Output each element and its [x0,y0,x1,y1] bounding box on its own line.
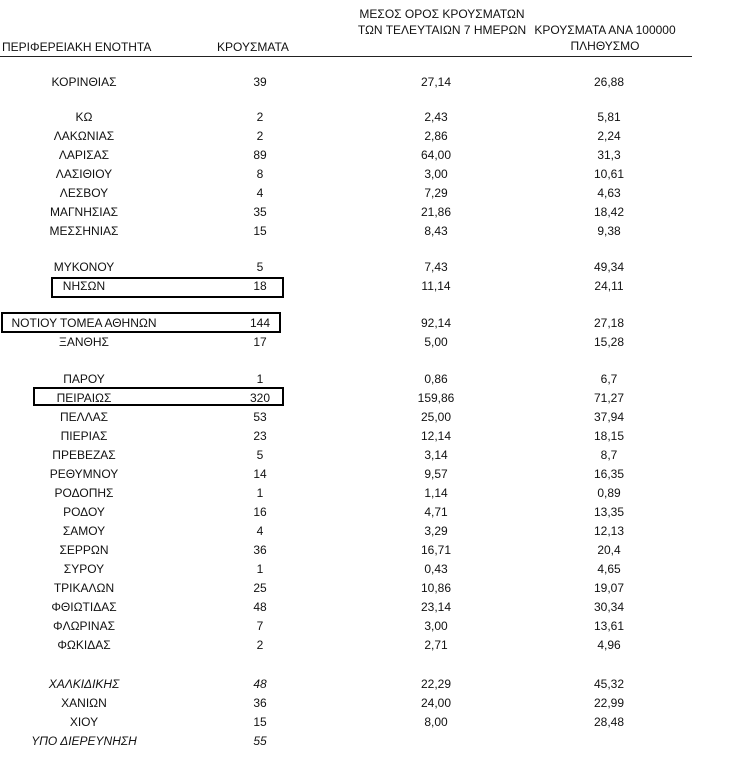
table-row [0,560,734,579]
per100k-cell: 15,28 [593,335,625,349]
region-cell: ΧΙΟΥ [69,715,99,729]
region-cell: ΣΕΡΡΩΝ [59,543,109,557]
region-cell: ΣΑΜΟΥ [62,524,106,538]
cases-cell: 5 [256,260,264,274]
per100k-cell: 5,81 [597,110,621,124]
region-cell: ΠΕΛΛΑΣ [59,410,109,424]
table-row [0,694,734,713]
avg-cell: 7,29 [424,186,448,200]
per100k-cell: 12,13 [593,524,625,538]
region-cell: ΠΡΕΒΕΖΑΣ [52,448,116,462]
region-cell: ΚΩ [75,110,93,124]
cases-cell: 53 [253,410,267,424]
avg-cell: 21,86 [420,205,452,219]
cases-cell: 36 [253,696,267,710]
cases-cell: 18 [253,279,267,293]
table-row [0,203,734,222]
avg-cell: 2,71 [424,638,448,652]
avg-cell: 9,57 [424,467,448,481]
per100k-cell: 18,15 [593,429,625,443]
cases-cell: 2 [256,129,264,143]
per100k-cell: 27,18 [593,316,625,330]
region-cell: ΜΥΚΟΝΟΥ [53,260,115,274]
cases-cell: 15 [253,715,267,729]
per100k-cell: 45,32 [593,677,625,691]
per100k-cell: 31,3 [597,148,621,162]
per100k-cell: 0,89 [597,486,621,500]
region-cell: ΠΕΙΡΑΙΩΣ [56,391,112,405]
table-row [0,636,734,655]
table-row [0,73,734,92]
table-row [0,522,734,541]
table-row [0,333,734,352]
cases-cell: 144 [249,316,271,330]
highlight-box-notiou-tomea-athinon [1,312,281,333]
region-cell: ΡΟΔΟΠΗΣ [54,486,114,500]
region-cell: ΧΑΛΚΙΔΙΚΗΣ [48,677,120,691]
region-cell: ΛΑΡΙΣΑΣ [58,148,110,162]
table-row [0,427,734,446]
region-cell: ΞΑΝΘΗΣ [59,335,109,349]
avg-cell: 92,14 [420,316,452,330]
avg-cell: 64,00 [420,148,452,162]
cases-cell: 2 [256,110,264,124]
per100k-cell: 16,35 [593,467,625,481]
region-cell: ΧΑΝΙΩΝ [61,696,107,710]
region-cell: ΤΡΙΚΑΛΩΝ [53,581,115,595]
table-row [0,675,734,694]
per100k-cell: 2,24 [597,129,621,143]
avg-cell: 10,86 [420,581,452,595]
cases-cell: 2 [256,638,264,652]
table-row [0,222,734,241]
per100k-cell: 24,11 [594,279,624,293]
per100k-cell: 30,34 [593,600,625,614]
header-underline [0,56,692,57]
per100k-cell: 18,42 [593,205,625,219]
avg-cell: 3,14 [424,448,448,462]
cases-cell: 48 [253,677,267,691]
per100k-cell: 6,7 [600,372,618,386]
table-row [0,127,734,146]
table-row [0,465,734,484]
avg-cell: 3,00 [424,167,448,181]
avg-cell: 22,29 [420,677,452,691]
region-cell: ΥΠΟ ΔΙΕΡΕΥΝΗΣΗ [31,734,137,748]
region-cell: ΦΘΙΩΤΙΔΑΣ [51,600,117,614]
avg-cell: 159,86 [417,391,455,405]
table-row [0,713,734,732]
avg-cell: 4,71 [424,505,448,519]
per100k-cell: 19,07 [593,581,625,595]
region-cell: ΝΟΤΙΟΥ ΤΟΜΕΑ ΑΘΗΝΩΝ [11,316,157,330]
cases-cell: 1 [256,562,264,576]
per100k-cell: 9,38 [597,224,621,238]
cases-cell: 1 [256,372,264,386]
table-row [0,108,734,127]
cases-cell: 35 [253,205,267,219]
region-cell: ΡΕΘΥΜΝΟΥ [49,467,119,481]
cases-cell: 8 [256,167,264,181]
per100k-cell: 26,88 [593,75,625,89]
table-row [0,484,734,503]
per100k-cell: 22,99 [593,696,625,710]
per100k-cell: 4,63 [597,186,621,200]
cases-cell: 5 [256,448,264,462]
region-cell: ΣΥΡΟΥ [63,562,105,576]
cases-cell: 39 [253,75,267,89]
per100k-cell: 4,96 [597,638,621,652]
table-row [0,258,734,277]
avg-cell: 3,29 [424,524,448,538]
avg-cell: 1,14 [424,486,448,500]
per100k-cell: 13,61 [593,619,625,633]
per100k-cell: 4,65 [597,562,621,576]
cases-cell: 7 [256,619,264,633]
per100k-cell: 71,27 [593,391,625,405]
table-row [0,408,734,427]
cases-cell: 55 [253,734,267,748]
per100k-cell: 28,48 [593,715,625,729]
avg-cell: 25,00 [420,410,452,424]
avg-cell: 11,14 [421,279,451,293]
table-row [0,184,734,203]
avg-cell: 23,14 [420,600,452,614]
region-cell: ΛΑΣΙΘΙΟΥ [55,167,113,181]
cases-cell: 14 [253,467,267,481]
per100k-cell: 49,34 [593,260,625,274]
avg-cell: 16,71 [420,543,452,557]
cases-cell: 48 [253,600,267,614]
header-region: ΠΕΡΙΦΕΡΕΙΑΚΗ ΕΝΟΤΗΤΑ [2,40,152,54]
avg-cell: 0,43 [424,562,448,576]
region-cell: ΛΕΣΒΟΥ [59,186,109,200]
per100k-cell: 8,7 [600,448,618,462]
table-row [0,617,734,636]
cases-cell: 23 [253,429,267,443]
avg-cell: 12,14 [420,429,452,443]
table-row [0,732,734,751]
avg-cell: 2,43 [424,110,448,124]
highlight-box-peiraios [33,387,284,406]
per100k-cell: 37,94 [593,410,625,424]
region-cell: ΜΕΣΣΗΝΙΑΣ [49,224,119,238]
table-row [0,503,734,522]
region-cell: ΠΑΡΟΥ [63,372,105,386]
cases-cell: 16 [253,505,267,519]
region-cell: ΦΛΩΡΙΝΑΣ [53,619,115,633]
table-row [0,541,734,560]
cases-cell: 25 [253,581,267,595]
header-7day-average: ΜΕΣΟΣ ΟΡΟΣ ΚΡΟΥΣΜΑΤΩΝ ΤΩΝ ΤΕΛΕΥΤΑΙΩΝ 7 ΗΜΕΡΩΝ [357,7,527,37]
avg-cell: 24,00 [420,696,452,710]
region-cell: ΚΟΡΙΝΘΙΑΣ [51,75,117,89]
cases-cell: 4 [256,186,264,200]
per100k-cell: 10,61 [593,167,625,181]
per100k-cell: 20,4 [597,543,621,557]
cases-cell: 4 [256,524,264,538]
cases-cell: 320 [249,391,271,405]
region-cell: ΡΟΔΟΥ [63,505,105,519]
table-row [0,146,734,165]
avg-cell: 27,14 [420,75,452,89]
region-cell: ΛΑΚΩΝΙΑΣ [53,129,115,143]
region-cell: ΜΑΓΝΗΣΙΑΣ [49,205,119,219]
avg-cell: 8,43 [424,224,448,238]
avg-cell: 2,86 [424,129,448,143]
table-row [0,579,734,598]
table-row [0,165,734,184]
avg-cell: 0,86 [424,372,448,386]
table-row [0,598,734,617]
avg-cell: 3,00 [424,619,448,633]
region-cell: ΦΩΚΙΔΑΣ [57,638,111,652]
per100k-cell: 13,35 [593,505,625,519]
region-cell: ΝΗΣΩΝ [62,279,106,293]
table-row [0,446,734,465]
avg-cell: 7,43 [424,260,448,274]
highlight-box-nison [51,277,284,298]
avg-cell: 5,00 [424,335,448,349]
avg-cell: 8,00 [424,715,448,729]
cases-cell: 17 [253,335,267,349]
header-cases-per-100k: ΚΡΟΥΣΜΑΤΑ ΑΝΑ 100000 ΠΛΗΘΥΣΜΟ [534,23,676,53]
cases-cell: 1 [256,486,264,500]
cases-cell: 36 [253,543,267,557]
cases-cell: 15 [253,224,267,238]
cases-cell: 89 [253,148,267,162]
header-cases: ΚΡΟΥΣΜΑΤΑ [217,40,289,54]
region-cell: ΠΙΕΡΙΑΣ [60,429,108,443]
